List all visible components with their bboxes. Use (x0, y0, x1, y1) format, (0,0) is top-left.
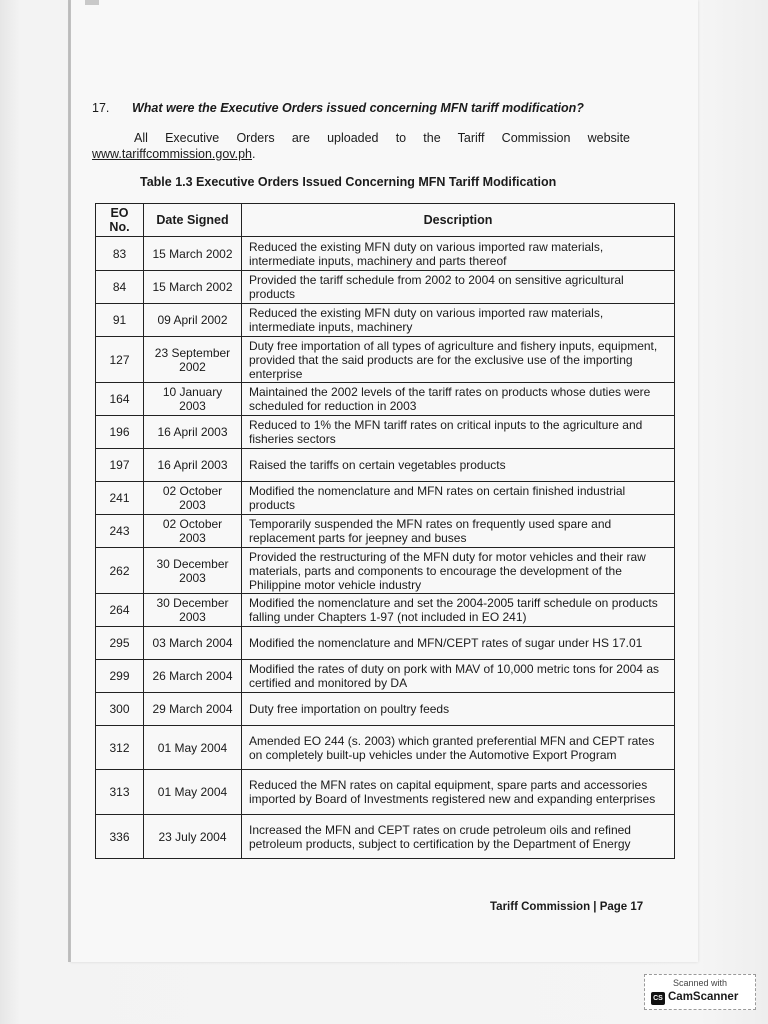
header-eo-no: EO No. (96, 204, 144, 237)
cell-description: Reduced to 1% the MFN tariff rates on critical inputs to the agriculture and fisheries sectors (242, 416, 675, 449)
table-body (96, 237, 675, 859)
camscanner-logo-icon: CS (651, 992, 665, 1005)
cell-date-signed: 16 April 2003 (144, 416, 242, 449)
cell-description: Duty free importation of all types of agriculture and fishery inputs, equipment, provided that the said products are for the exclusive use of the importing enterprise (242, 337, 675, 383)
cell-date-signed: 30 December 2003 (144, 548, 242, 594)
cell-eo-no: 241 (96, 482, 144, 515)
table-row (96, 693, 675, 726)
cell-description: Modified the rates of duty on pork with MAV of 10,000 metric tons for 2004 as certified and monitored by DA (242, 660, 675, 693)
cell-description: Modified the nomenclature and MFN rates on certain finished industrial products (242, 482, 675, 515)
answer-paragraph (92, 130, 630, 162)
table-row (96, 416, 675, 449)
scanned-with-label: Scanned with (672, 978, 728, 988)
header-description: Description (242, 204, 675, 237)
answer-period: . (252, 147, 256, 161)
cell-eo-no: 264 (96, 594, 144, 627)
page-footer: Tariff Commission | Page 17 (490, 901, 644, 913)
cell-date-signed: 30 December 2003 (144, 594, 242, 627)
cell-eo-no: 312 (96, 726, 144, 770)
cell-description: Provided the tariff schedule from 2002 to 2004 on sensitive agricultural products (242, 271, 675, 304)
table-row (96, 304, 675, 337)
cell-date-signed: 10 January 2003 (144, 383, 242, 416)
cell-eo-no: 91 (96, 304, 144, 337)
table-row (96, 449, 675, 482)
cell-description: Amended EO 244 (s. 2003) which granted preferential MFN and CEPT rates on completely built-up vehicles under the Automotive Export Program (242, 726, 675, 770)
cell-date-signed: 03 March 2004 (144, 627, 242, 660)
cell-eo-no: 197 (96, 449, 144, 482)
table-header-row (96, 204, 675, 237)
table-row (96, 660, 675, 693)
cell-description: Maintained the 2002 levels of the tariff rates on products whose duties were scheduled for reduction in 2003 (242, 383, 675, 416)
cell-date-signed: 01 May 2004 (144, 726, 242, 770)
cell-eo-no: 196 (96, 416, 144, 449)
cell-eo-no: 299 (96, 660, 144, 693)
cell-date-signed: 15 March 2002 (144, 271, 242, 304)
cell-date-signed: 09 April 2002 (144, 304, 242, 337)
cell-eo-no: 313 (96, 770, 144, 815)
table-row (96, 271, 675, 304)
cell-date-signed: 29 March 2004 (144, 693, 242, 726)
cell-date-signed: 15 March 2002 (144, 237, 242, 271)
executive-orders-table (95, 203, 675, 859)
question-number: 17. (92, 101, 110, 115)
cell-date-signed: 02 October 2003 (144, 515, 242, 548)
cell-eo-no: 300 (96, 693, 144, 726)
question-text: What were the Executive Orders issued concerning MFN tariff modification? (132, 101, 584, 115)
header-date-signed: Date Signed (144, 204, 242, 237)
cell-description: Raised the tariffs on certain vegetables products (242, 449, 675, 482)
cell-eo-no: 84 (96, 271, 144, 304)
tariff-commission-link[interactable]: www.tariffcommission.gov.ph (92, 147, 253, 161)
cell-eo-no: 336 (96, 815, 144, 859)
table-row (96, 815, 675, 859)
cell-eo-no: 83 (96, 237, 144, 271)
table-caption: Table 1.3 Executive Orders Issued Concerning MFN Tariff Modification (140, 175, 557, 189)
cell-description: Duty free importation on poultry feeds (242, 693, 675, 726)
cell-eo-no: 295 (96, 627, 144, 660)
cell-description: Reduced the existing MFN duty on various imported raw materials, intermediate inputs, machinery (242, 304, 675, 337)
scan-artifact-mark (85, 0, 99, 5)
cell-description: Temporarily suspended the MFN rates on frequently used spare and replacement parts for jeepney and buses (242, 515, 675, 548)
cell-description: Modified the nomenclature and set the 2004-2005 tariff schedule on products falling under Chapters 1-97 (not included in EO 241) (242, 594, 675, 627)
table-row (96, 337, 675, 383)
camscanner-brand: CamScanner (668, 991, 739, 1003)
table-row (96, 594, 675, 627)
table-row (96, 627, 675, 660)
answer-text: All Executive Orders are uploaded to the Tariff Commission website (134, 131, 630, 145)
table-row (96, 515, 675, 548)
cell-description: Modified the nomenclature and MFN/CEPT rates of sugar under HS 17.01 (242, 627, 675, 660)
page-edge-shadow (68, 0, 71, 962)
cell-description: Reduced the MFN rates on capital equipment, spare parts and accessories imported by Board of Investments registered new and expanding enterprises (242, 770, 675, 815)
cell-date-signed: 02 October 2003 (144, 482, 242, 515)
table-row (96, 770, 675, 815)
cell-date-signed: 16 April 2003 (144, 449, 242, 482)
table-row (96, 383, 675, 416)
table-row (96, 548, 675, 594)
cell-description: Provided the restructuring of the MFN duty for motor vehicles and their raw materials, parts and components to encourage the development of the Philippine motor vehicle industry (242, 548, 675, 594)
cell-eo-no: 127 (96, 337, 144, 383)
camscanner-watermark (644, 974, 756, 1010)
cell-description: Increased the MFN and CEPT rates on crude petroleum oils and refined petroleum products, subject to certification by the Department of Energy (242, 815, 675, 859)
table-row (96, 482, 675, 515)
cell-eo-no: 164 (96, 383, 144, 416)
table-row (96, 726, 675, 770)
cell-date-signed: 01 May 2004 (144, 770, 242, 815)
cell-date-signed: 23 July 2004 (144, 815, 242, 859)
cell-date-signed: 26 March 2004 (144, 660, 242, 693)
question-17 (92, 101, 584, 115)
table-row (96, 237, 675, 271)
cell-eo-no: 243 (96, 515, 144, 548)
cell-date-signed: 23 September 2002 (144, 337, 242, 383)
cell-description: Reduced the existing MFN duty on various imported raw materials, intermediate inputs, machinery and parts thereof (242, 237, 675, 271)
cell-eo-no: 262 (96, 548, 144, 594)
